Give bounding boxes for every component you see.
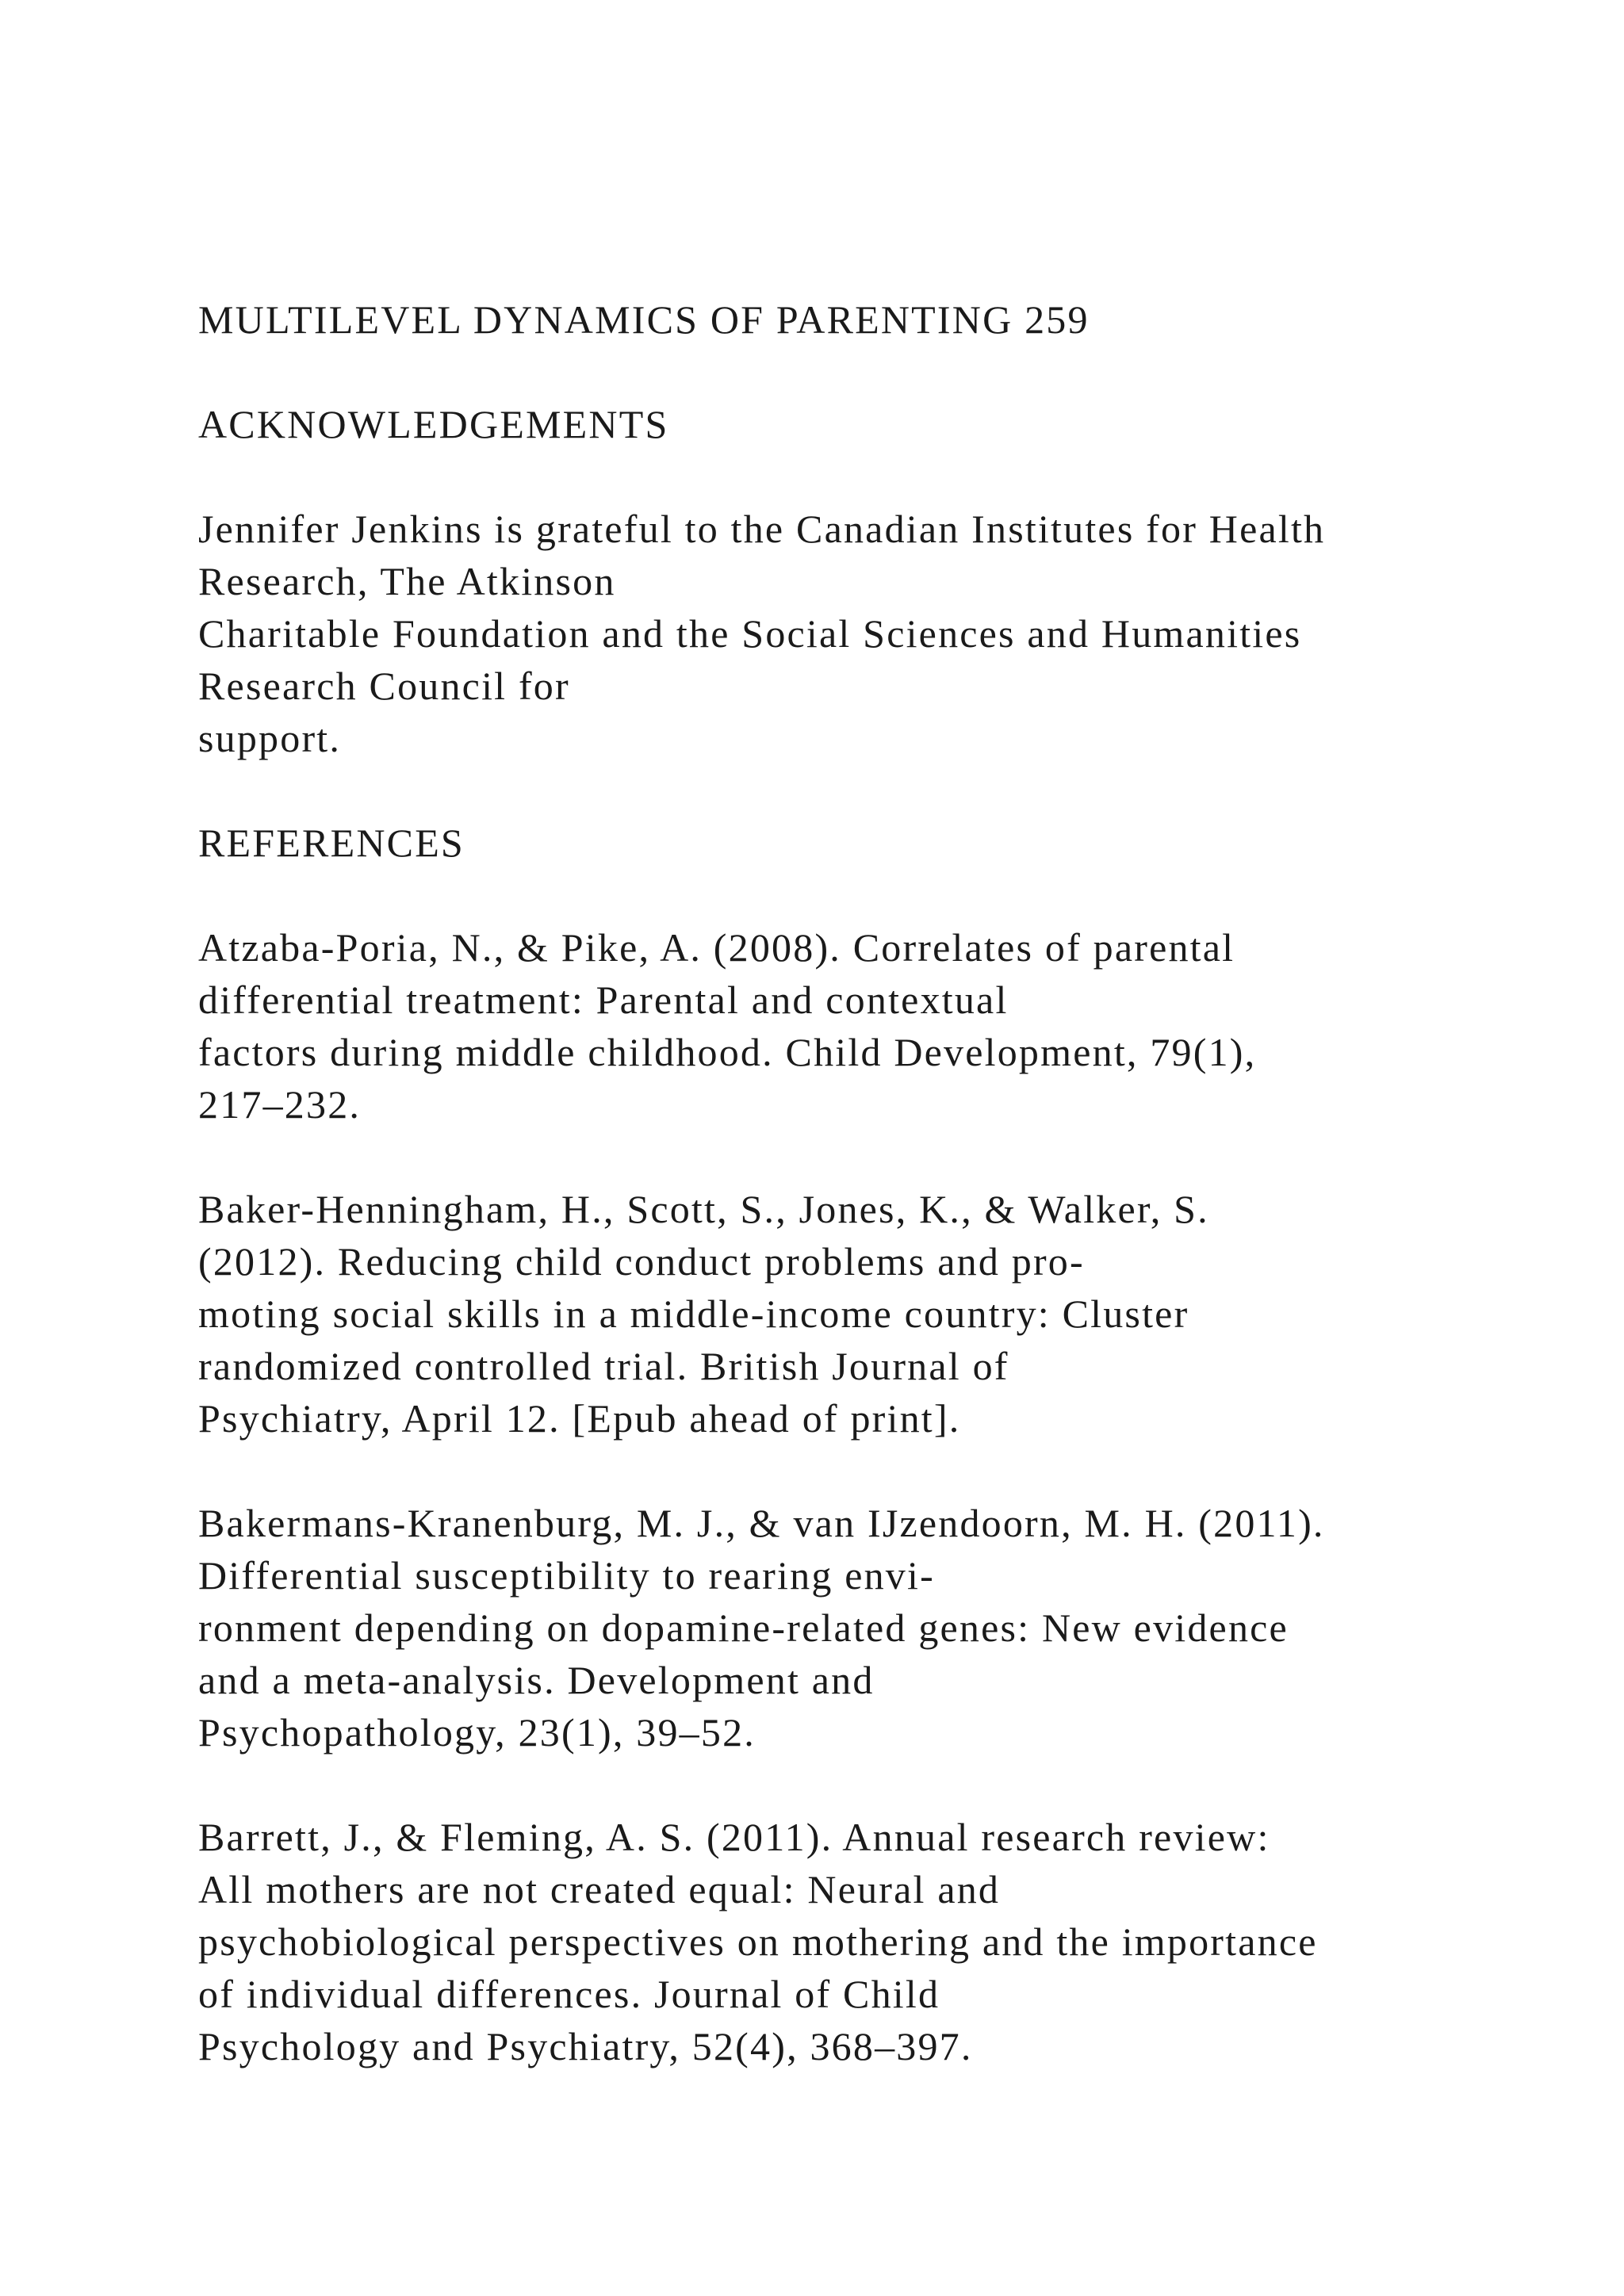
text-line: Research Council for (198, 664, 570, 708)
reference-line: Differential susceptibility to rearing envi- (198, 1553, 935, 1598)
reference-line: All mothers are not created equal: Neural and (198, 1867, 1001, 1911)
reference-line: moting social skills in a middle-income country: Cluster (198, 1292, 1189, 1336)
reference-line: Psychiatry, April 12. [Epub ahead of print]. (198, 1396, 961, 1441)
spacer (198, 346, 1546, 398)
reference-entry (198, 1183, 1546, 1445)
acknowledgements-text (198, 503, 1546, 764)
reference-line: Bakermans-Kranenburg, M. J., & van IJzendoorn, M. H. (2011). (198, 1501, 1325, 1545)
spacer (198, 869, 1546, 921)
acknowledgements-heading: ACKNOWLEDGEMENTS (198, 402, 669, 446)
reference-line: factors during middle childhood. Child Development, 79(1), (198, 1030, 1257, 1074)
reference-line: (2012). Reducing child conduct problems and pro- (198, 1239, 1085, 1284)
spacer (198, 1131, 1546, 1183)
reference-line: Baker-Henningham, H., Scott, S., Jones, K., & Walker, S. (198, 1187, 1209, 1231)
page-content (198, 293, 1546, 2072)
reference-line: differential treatment: Parental and contextual (198, 978, 1009, 1022)
spacer (198, 450, 1546, 503)
reference-entry (198, 1811, 1546, 2072)
reference-line: 217–232. (198, 1082, 362, 1127)
reference-entry (198, 921, 1546, 1131)
text-line: support. (198, 716, 342, 760)
spacer (198, 1445, 1546, 1497)
reference-line: Barrett, J., & Fleming, A. S. (2011). Annual research review: (198, 1815, 1270, 1859)
text-line: Charitable Foundation and the Social Sciences and Humanities (198, 611, 1302, 656)
reference-line: Atzaba-Poria, N., & Pike, A. (2008). Correlates of parental (198, 925, 1235, 970)
spacer (198, 764, 1546, 817)
text-line: Research, The Atkinson (198, 559, 616, 603)
reference-line: Psychology and Psychiatry, 52(4), 368–397. (198, 2024, 973, 2068)
reference-line: ronment depending on dopamine-related genes: New evidence (198, 1605, 1289, 1650)
running-head: MULTILEVEL DYNAMICS OF PARENTING 259 (198, 297, 1090, 342)
reference-line: Psychopathology, 23(1), 39–52. (198, 1710, 756, 1755)
spacer (198, 1758, 1546, 1811)
reference-entry (198, 1497, 1546, 1758)
reference-line: randomized controlled trial. British Journal of (198, 1344, 1009, 1388)
reference-line: psychobiological perspectives on mothering and the importance (198, 1919, 1318, 1964)
reference-line: of individual differences. Journal of Child (198, 1972, 940, 2016)
reference-line: and a meta-analysis. Development and (198, 1658, 875, 1702)
text-line: Jennifer Jenkins is grateful to the Canadian Institutes for Health (198, 507, 1326, 551)
references-heading: REFERENCES (198, 821, 465, 865)
